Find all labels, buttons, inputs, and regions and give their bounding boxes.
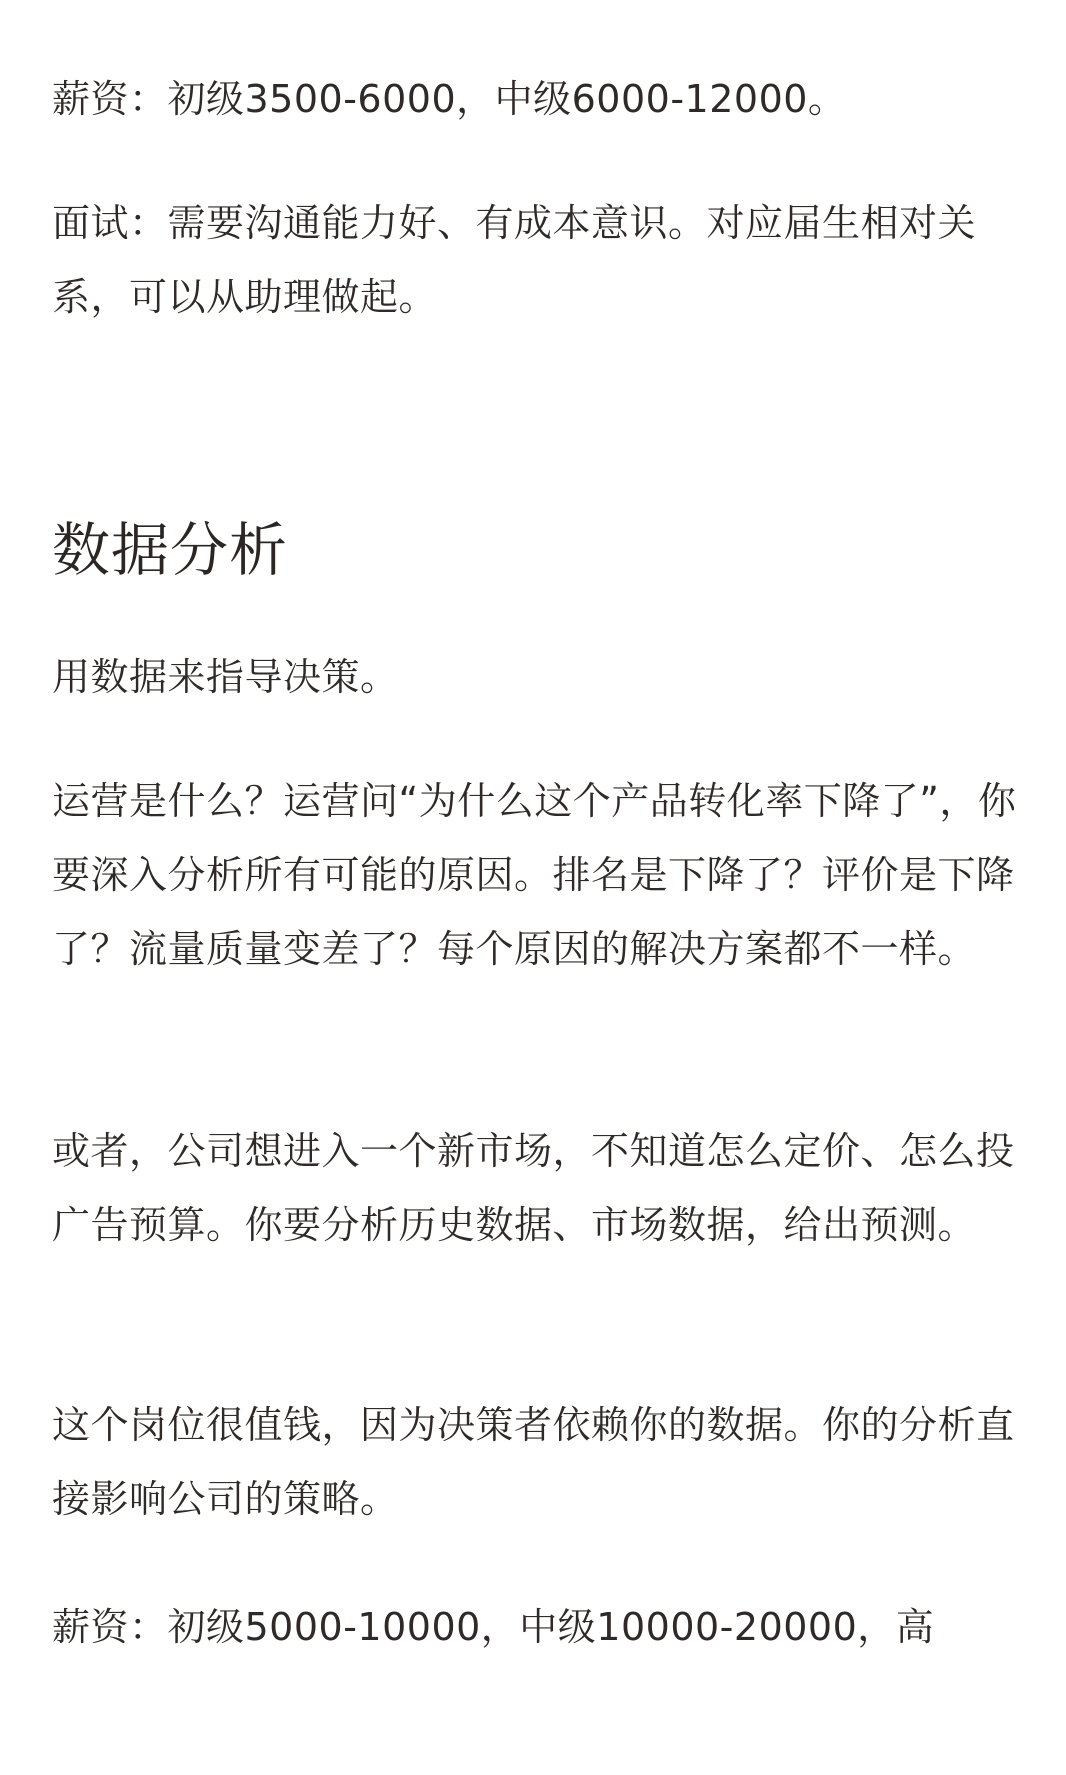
market-paragraph: 或者，公司想进入一个新市场，不知道怎么定价、怎么投广告预算。你要分析历史数据、市场数据，给出预测。 bbox=[52, 1129, 1015, 1247]
intro-paragraph: 用数据来指导决策。 bbox=[52, 655, 399, 699]
section-heading: 数据分析 bbox=[52, 516, 289, 584]
salary-paragraph-data-analysis: 薪资：初级5000-10000，中级10000-20000，高 bbox=[52, 1605, 935, 1649]
salary-paragraph: 薪资：初级3500-6000，中级6000-12000。 bbox=[52, 77, 847, 121]
operations-paragraph: 运营是什么？运营问“为什么这个产品转化率下降了”，你要深入分析所有可能的原因。排名是下降了？评价是下降了？流量质量变差了？每个原因的解决方案都不一样。 bbox=[52, 779, 1017, 971]
interview-paragraph: 面试：需要沟通能力好、有成本意识。对应届生相对关系，可以从助理做起。 bbox=[52, 201, 977, 319]
value-paragraph: 这个岗位很值钱，因为决策者依赖你的数据。你的分析直接影响公司的策略。 bbox=[52, 1403, 1015, 1521]
